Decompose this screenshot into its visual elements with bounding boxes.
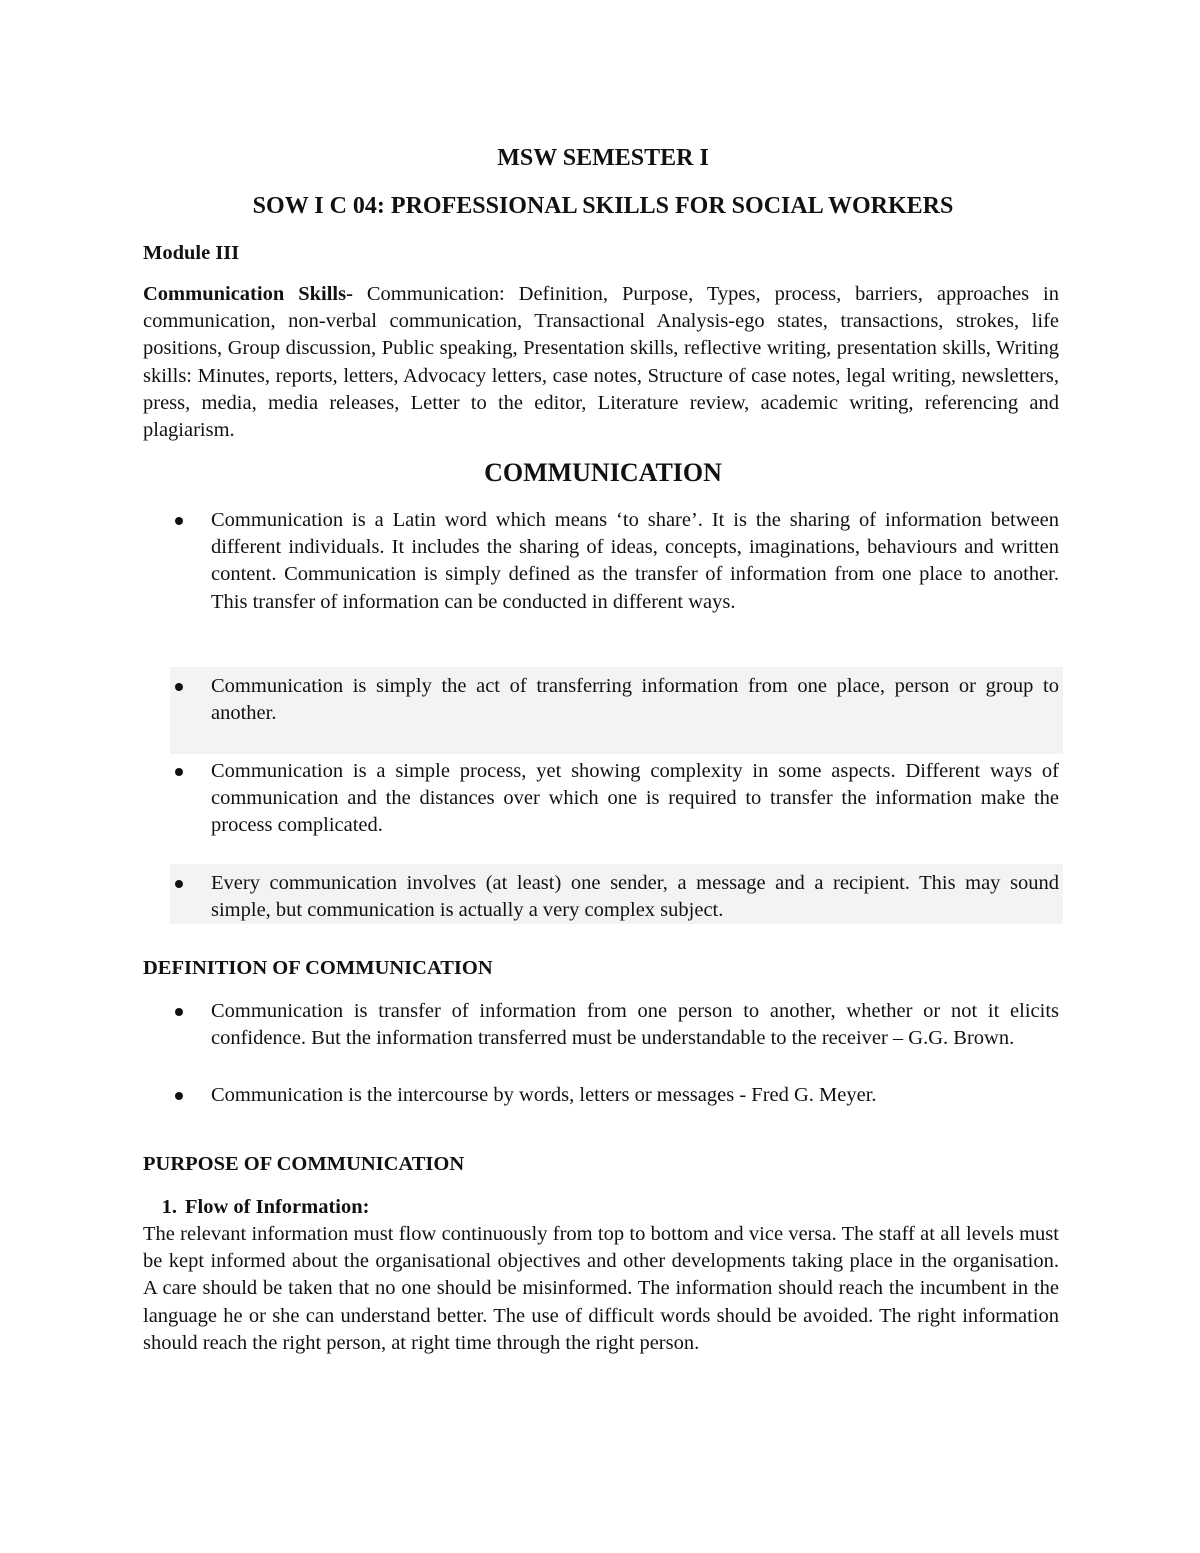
module-syllabus — [143, 281, 1059, 444]
purpose-heading: PURPOSE OF COMMUNICATION — [143, 1153, 465, 1175]
bullet-icon — [170, 1082, 211, 1109]
bullet-text: Communication is a Latin word which means ‘to share’. It is the sharing of information between different individuals. It includes the sharing of ideas, concepts, imaginations, behaviours and written content. Communication is simply defined as the transfer of information from one place to another. This transfer of information can be conducted in different ways. — [211, 509, 1059, 613]
document-title: MSW SEMESTER I — [497, 145, 709, 171]
purpose-item-text: The relevant information must flow continuously from top to bottom and vice versa. The staff at all levels must be kept informed about the organisational objectives and other developments taking place in the organisation. A care should be taken that no one should be misinformed. The information should reach the incumbent in the language he or she can understand better. The use of difficult words should be avoided. The right information should reach the right person, at right time through the right person. — [143, 1223, 1059, 1354]
bullet-text: Communication is transfer of information from one person to another, whether or not it elicits confidence. But the information transferred must be understandable to the receiver – G.G. Brown. — [211, 1000, 1059, 1050]
module-label: Module III — [143, 242, 240, 264]
bullet-icon — [170, 870, 211, 897]
bullet-text: Communication is simply the act of transferring information from one place, person or group to another. — [211, 675, 1059, 725]
bullet-text: Every communication involves (at least) one sender, a message and a recipient. This may sound simple, but communication is actually a very complex subject. — [211, 872, 1059, 922]
definition-heading: DEFINITION OF COMMUNICATION — [143, 957, 493, 979]
definition-bullet-2 — [170, 1082, 1063, 1109]
bullet-icon — [170, 758, 211, 785]
communication-bullet-3 — [170, 758, 1063, 840]
bullet-text: Communication is the intercourse by words, letters or messages - Fred G. Meyer. — [211, 1084, 877, 1106]
bullet-text: Communication is a simple process, yet showing complexity in some aspects. Different ways of communication and the distances over which one is required to transfer the information make the process complicated. — [211, 760, 1059, 837]
purpose-item-heading — [143, 1194, 369, 1221]
bullet-icon — [170, 507, 211, 534]
syllabus-text: Communication: Definition, Purpose, Types, process, barriers, approaches in communication, non-verbal communication, Transactional Analysis-ego states, transactions, strokes, life positions, Group discussion, Public speaking, Presentation skills, reflective writing, presentation skills, Writing skills: Minutes, reports, letters, Advocacy letters, case notes, Structure of case notes, legal writing, newsletters, press, media, media releases, Letter to the editor, Literature review, academic writing, referencing and plagiarism. — [143, 283, 1059, 442]
communication-bullet-4 — [170, 864, 1063, 924]
communication-heading: COMMUNICATION — [484, 458, 722, 487]
definition-bullet-1 — [170, 998, 1063, 1052]
course-title: SOW I C 04: PROFESSIONAL SKILLS FOR SOCIAL WORKERS — [252, 193, 954, 219]
communication-bullet-2 — [170, 667, 1063, 754]
item-number: 1. — [161, 1196, 177, 1218]
syllabus-lead: Communication Skills- — [143, 283, 353, 305]
communication-bullet-1 — [170, 507, 1063, 616]
bullet-icon — [170, 998, 211, 1025]
item-title: Flow of Information: — [185, 1196, 370, 1218]
bullet-icon — [170, 673, 211, 700]
